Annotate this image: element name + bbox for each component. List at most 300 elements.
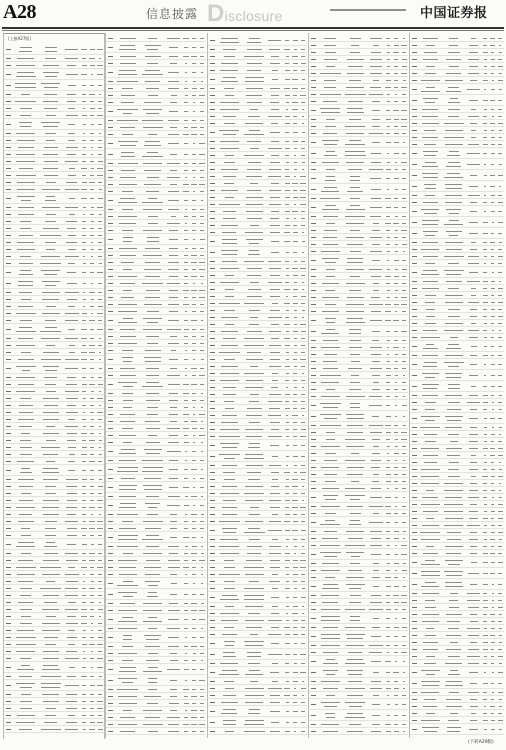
text-line [168, 269, 179, 270]
table-cell [4, 599, 13, 605]
text-line [183, 290, 189, 291]
table-cell [4, 55, 13, 61]
table-cell [13, 564, 38, 570]
text-line [200, 689, 204, 690]
table-cell [106, 693, 115, 699]
table-cell [4, 296, 13, 302]
table-cell [165, 457, 182, 463]
text-line [44, 87, 58, 88]
table-row [4, 80, 104, 91]
table-cell [190, 557, 198, 563]
table-row [106, 227, 206, 234]
text-line [184, 400, 188, 401]
text-line [193, 102, 196, 103]
table-cell [96, 130, 104, 136]
table-cell [115, 245, 140, 251]
table-row [4, 430, 104, 437]
table-row [106, 550, 206, 557]
text-line [193, 442, 196, 443]
text-line [6, 567, 11, 568]
table-cell [182, 657, 190, 663]
table-cell [190, 294, 198, 300]
text-line [170, 689, 177, 690]
table-row [106, 664, 206, 675]
text-line [97, 500, 102, 501]
table-row [4, 179, 104, 186]
text-line [199, 610, 205, 611]
text-line [90, 486, 94, 487]
table-cell [190, 234, 198, 244]
text-line [123, 113, 132, 114]
table-cell [38, 260, 63, 266]
table-cell [4, 712, 13, 718]
table-cell [115, 167, 140, 173]
table-row [106, 85, 206, 92]
text-line [44, 161, 58, 162]
table-cell [4, 726, 13, 732]
text-line [199, 619, 204, 620]
table-cell [80, 55, 88, 61]
text-line [82, 486, 87, 487]
table-cell [140, 259, 165, 265]
table-cell [38, 335, 63, 341]
table-cell [190, 167, 198, 173]
text-line [82, 368, 85, 369]
text-line [148, 223, 158, 224]
table-cell [198, 206, 206, 212]
text-line [41, 676, 61, 677]
table-cell [80, 232, 88, 238]
text-line [143, 521, 163, 522]
table-cell [63, 655, 80, 661]
table-cell [96, 349, 104, 355]
table-row [106, 693, 206, 700]
table-cell [140, 482, 165, 492]
table-row [106, 259, 206, 266]
text-line [200, 209, 203, 210]
text-line [123, 407, 131, 408]
text-line [201, 393, 203, 394]
header-rule [2, 27, 504, 29]
text-line [146, 290, 160, 291]
table-cell [13, 627, 38, 633]
table-cell [198, 411, 206, 417]
table-cell [182, 397, 190, 403]
table-cell [13, 518, 38, 524]
text-line [184, 102, 188, 103]
text-line [6, 391, 11, 392]
text-line [83, 398, 86, 399]
text-line [108, 496, 113, 497]
table-cell [13, 278, 38, 288]
table-cell [88, 490, 96, 496]
table-cell [182, 532, 190, 542]
table-cell [198, 518, 206, 524]
text-line [44, 405, 58, 406]
table-cell [190, 60, 198, 66]
text-line [99, 58, 102, 59]
table-cell [38, 204, 63, 210]
text-line [108, 230, 113, 231]
table-cell [190, 657, 198, 663]
table-cell [106, 273, 115, 279]
table-cell [190, 149, 198, 159]
table-cell [88, 518, 96, 524]
text-line [119, 70, 137, 71]
text-line [192, 216, 197, 217]
text-line [99, 94, 102, 95]
text-line [169, 393, 178, 394]
text-line [170, 521, 177, 522]
text-line [42, 507, 59, 508]
text-line [108, 442, 113, 443]
table-cell [88, 260, 96, 266]
text-line [108, 660, 113, 661]
text-line [146, 660, 159, 661]
table-cell [165, 160, 182, 166]
text-line [192, 537, 196, 538]
text-line [81, 168, 87, 169]
text-line [192, 47, 197, 48]
table-cell [38, 511, 63, 517]
text-line [144, 304, 162, 305]
text-line [41, 359, 61, 360]
text-line [91, 207, 94, 208]
table-row [4, 662, 104, 673]
table-cell [182, 42, 190, 52]
table-cell [190, 411, 198, 417]
text-line [142, 283, 163, 284]
text-line [170, 184, 177, 185]
table-cell [190, 308, 198, 314]
text-line [65, 313, 79, 314]
text-line [43, 419, 59, 420]
text-line [184, 628, 189, 629]
text-line [82, 500, 86, 501]
table-cell [106, 287, 115, 293]
text-line [82, 685, 86, 686]
table-cell [80, 606, 88, 612]
table-cell [198, 35, 206, 41]
table-cell [106, 35, 115, 41]
table-cell [106, 578, 115, 588]
text-line [120, 336, 136, 337]
table-cell [140, 564, 165, 570]
table-cell [4, 69, 13, 79]
text-line [6, 140, 11, 141]
table-cell [80, 225, 88, 231]
text-line [66, 651, 77, 652]
text-line [6, 101, 11, 102]
text-line [65, 320, 78, 321]
table-cell [63, 430, 80, 436]
table-cell [63, 395, 80, 401]
text-line [90, 609, 93, 610]
table-cell [96, 423, 104, 429]
table-cell [13, 465, 38, 475]
text-line [42, 299, 60, 300]
text-line [120, 198, 135, 199]
text-line [82, 493, 87, 494]
table-cell [190, 390, 198, 396]
table-cell [80, 465, 88, 475]
text-line [17, 189, 35, 190]
table-cell [4, 627, 13, 633]
text-line [66, 384, 77, 385]
table-cell [140, 543, 165, 549]
table-cell [140, 571, 165, 577]
table-cell [198, 418, 206, 424]
table-cell [165, 195, 182, 205]
table-cell [80, 641, 88, 647]
text-line [83, 263, 86, 264]
table-cell [115, 518, 140, 524]
table-cell [13, 225, 38, 231]
table-cell [115, 525, 140, 531]
table-cell [13, 585, 38, 591]
table-cell [198, 294, 206, 300]
text-line [183, 537, 189, 538]
text-line [192, 223, 196, 224]
text-line [82, 175, 87, 176]
table-cell [115, 340, 140, 346]
text-line [168, 81, 179, 82]
table-cell [63, 592, 80, 598]
table-cell [13, 165, 38, 171]
table-cell [115, 457, 140, 463]
text-line [6, 124, 11, 125]
table-cell [96, 571, 104, 577]
table-cell [115, 589, 140, 599]
text-line [90, 658, 94, 659]
table-cell [80, 112, 88, 118]
text-line [200, 637, 205, 638]
text-line [6, 94, 11, 95]
table-cell [182, 188, 190, 194]
text-line [183, 567, 188, 568]
text-line [170, 336, 176, 337]
text-line [200, 343, 204, 344]
text-line [98, 320, 102, 321]
text-line [168, 143, 179, 144]
table-cell [88, 557, 96, 563]
text-line [193, 505, 195, 506]
table-cell [38, 712, 63, 718]
table-cell [182, 280, 190, 286]
table-cell [4, 310, 13, 316]
text-line [99, 359, 102, 360]
text-line [167, 223, 180, 224]
table-cell [190, 188, 198, 194]
table-row [106, 425, 206, 432]
text-line [145, 262, 159, 263]
text-line [184, 276, 187, 277]
table-cell [38, 232, 63, 238]
text-line [98, 182, 101, 183]
table-row [4, 204, 104, 211]
table-cell [88, 511, 96, 517]
text-line [191, 255, 197, 256]
table-cell [13, 253, 38, 259]
table-cell [38, 55, 63, 61]
text-line [20, 701, 32, 702]
text-line [20, 472, 32, 473]
table-cell [63, 144, 80, 150]
table-cell [4, 634, 13, 640]
table-cell [198, 404, 206, 410]
text-line [21, 694, 31, 695]
text-line [91, 147, 94, 148]
listing-table-column-2 [105, 33, 206, 738]
table-cell [96, 430, 104, 436]
table-row [4, 402, 104, 409]
text-line [91, 283, 94, 284]
text-line [191, 384, 196, 385]
table-cell [182, 418, 190, 424]
table-cell [198, 124, 206, 130]
table-cell [96, 186, 104, 192]
text-line [18, 207, 34, 208]
table-row [106, 614, 206, 625]
text-line [97, 329, 103, 330]
text-line [45, 47, 57, 48]
table-row [4, 112, 104, 119]
table-cell [96, 613, 104, 619]
text-line [16, 65, 35, 66]
text-line [199, 262, 205, 263]
table-cell [4, 550, 13, 556]
table-cell [63, 317, 80, 323]
table-cell [198, 273, 206, 279]
text-line [108, 689, 113, 690]
text-line [98, 242, 102, 243]
text-line [192, 628, 197, 629]
table-cell [106, 600, 115, 606]
table-cell [38, 613, 63, 619]
text-line [67, 676, 76, 677]
text-line [82, 242, 86, 243]
text-line [6, 338, 11, 339]
table-cell [38, 564, 63, 570]
text-line [17, 249, 35, 250]
table-cell [80, 289, 88, 295]
text-line [145, 528, 161, 529]
table-cell [13, 179, 38, 185]
table-cell [96, 518, 104, 524]
table-cell [106, 365, 115, 371]
table-cell [190, 686, 198, 692]
table-cell [182, 174, 190, 180]
text-line [43, 412, 59, 413]
table-cell [96, 705, 104, 711]
table-cell [4, 483, 13, 489]
table-cell [190, 42, 198, 52]
table-row [106, 315, 206, 326]
table-cell [190, 85, 198, 91]
text-line [21, 528, 30, 529]
text-line [123, 635, 132, 636]
text-line [108, 209, 113, 210]
table-cell [165, 439, 182, 445]
text-line [97, 708, 102, 709]
table-cell [190, 550, 198, 556]
text-line [68, 461, 75, 462]
text-line [108, 546, 113, 547]
table-cell [190, 607, 198, 613]
text-line [89, 507, 95, 508]
table-cell [96, 726, 104, 732]
text-line [185, 223, 188, 224]
table-cell [13, 62, 38, 68]
table-cell [63, 402, 80, 408]
table-cell [38, 578, 63, 584]
table-cell [140, 589, 165, 599]
table-cell [88, 532, 96, 538]
text-line [91, 630, 93, 631]
text-line [16, 546, 35, 547]
text-line [81, 329, 86, 330]
text-line [6, 486, 11, 487]
text-line [108, 359, 113, 360]
text-line [123, 269, 132, 270]
table-cell [88, 165, 96, 171]
text-line [144, 567, 161, 568]
text-line [200, 102, 204, 103]
text-line [108, 603, 113, 604]
table-cell [165, 85, 182, 91]
text-line [19, 426, 32, 427]
text-line [83, 412, 86, 413]
text-line [200, 311, 204, 312]
table-cell [63, 539, 80, 549]
table-cell [182, 493, 190, 499]
text-line [147, 49, 158, 50]
table-cell [96, 483, 104, 489]
table-cell [63, 44, 80, 54]
table-cell [88, 317, 96, 323]
table-cell [190, 446, 198, 456]
text-line [15, 83, 36, 84]
text-line [108, 276, 113, 277]
text-line [183, 689, 188, 690]
table-cell [80, 648, 88, 654]
table-cell [182, 693, 190, 699]
table-cell [190, 614, 198, 624]
text-line [200, 384, 203, 385]
text-line [89, 292, 94, 293]
table-cell [63, 458, 80, 464]
text-line [18, 306, 33, 307]
table-row [106, 439, 206, 446]
table-cell [38, 98, 63, 104]
table-cell [63, 465, 80, 475]
table-cell [115, 600, 140, 606]
table-cell [63, 726, 80, 732]
table-cell [38, 158, 63, 164]
table-cell [88, 388, 96, 394]
text-line [90, 133, 95, 134]
table-cell [190, 578, 198, 588]
table-cell [63, 388, 80, 394]
text-line [142, 202, 162, 203]
table-cell [115, 85, 140, 91]
text-line [44, 546, 57, 547]
table-cell [96, 381, 104, 387]
table-cell [13, 437, 38, 443]
table-cell [190, 425, 198, 431]
table-cell [182, 60, 190, 66]
table-cell [140, 301, 165, 307]
